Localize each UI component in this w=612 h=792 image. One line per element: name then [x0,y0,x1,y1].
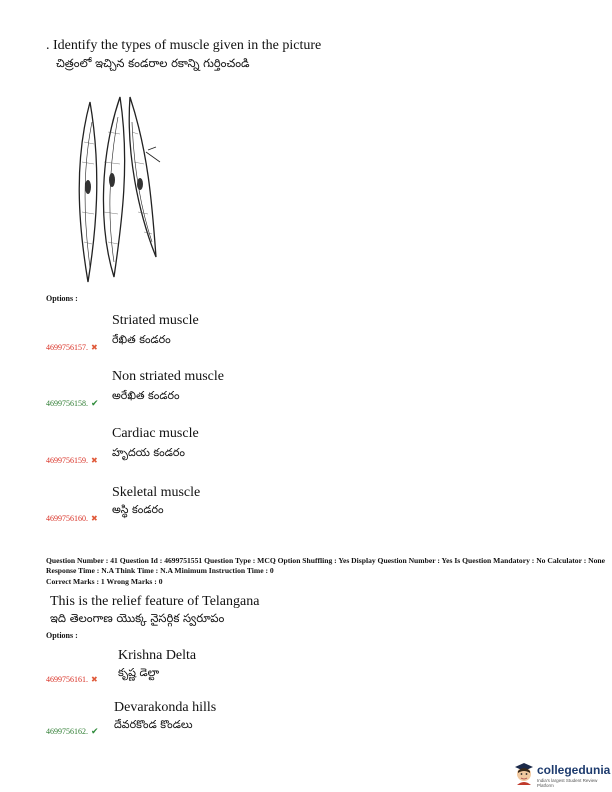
option-2-text: Non striated muscle [112,369,224,384]
question-1-text: . Identify the types of muscle given in the picture [46,38,322,53]
option-2-id: 4699756158. ✔ [46,399,99,409]
smooth-muscle-cells-figure [68,92,168,292]
option-6-id: 4699756162. ✔ [46,727,99,737]
option-4-telugu: అస్థి కండరం [112,503,164,516]
option-6-telugu: దేవరకొండ కొండలు [114,718,193,731]
option-6-text: Devarakonda hills [114,700,217,715]
option-3-id: 4699756159. ✖ [46,456,98,465]
question-2-text-telugu: ఇది తెలంగాణ యొక్క నైసర్గిక స్వరూపం [50,611,225,625]
option-5-telugu: కృష్ణ డెల్టా [118,666,160,679]
option-5-text: Krishna Delta [118,648,197,663]
option-1-text: Striated muscle [112,313,199,328]
check-icon: ✔ [91,399,99,409]
question-1-text-telugu: చిత్రంలో ఇచ్చిన కండరాల రకాన్ని గుర్తించండి [56,56,250,70]
option-5-id: 4699756161. ✖ [46,675,98,684]
option-1-id: 4699756157. ✖ [46,343,98,352]
options-label-2: Options : [46,631,78,640]
wrong-icon: ✖ [91,456,98,465]
option-4-id: 4699756160. ✖ [46,514,98,523]
option-2-telugu: అరేఖిత కండరం [112,389,180,402]
option-1-telugu: రేఖిత కండరం [112,333,171,346]
question-meta: Question Number : 41 Question Id : 4699751551 Question Type : MCQ Option Shuffling : Yes Display Question Number : Yes Is Question Mandatory : No Calculator : None Response Time : N.A Think Time : N.A Minimum Instruction Time : 0 [46,556,606,575]
graduate-avatar-icon [513,759,535,785]
option-3-text: Cardiac muscle [112,426,199,441]
option-4-text: Skeletal muscle [112,485,201,500]
logo-name: collegedunia [537,763,611,777]
check-icon: ✔ [91,727,99,737]
wrong-icon: ✖ [91,675,98,684]
wrong-icon: ✖ [91,514,98,523]
wrong-icon: ✖ [91,343,98,352]
logo-tagline: India's largest Student Review Platform [537,778,598,788]
question-2-text: This is the relief feature of Telangana [50,594,260,609]
option-3-telugu: హృదయ కండరం [112,446,185,459]
collegedunia-logo [513,759,611,788]
options-label: Options : [46,294,78,303]
marks-info: Correct Marks : 1 Wrong Marks : 0 [46,577,163,586]
